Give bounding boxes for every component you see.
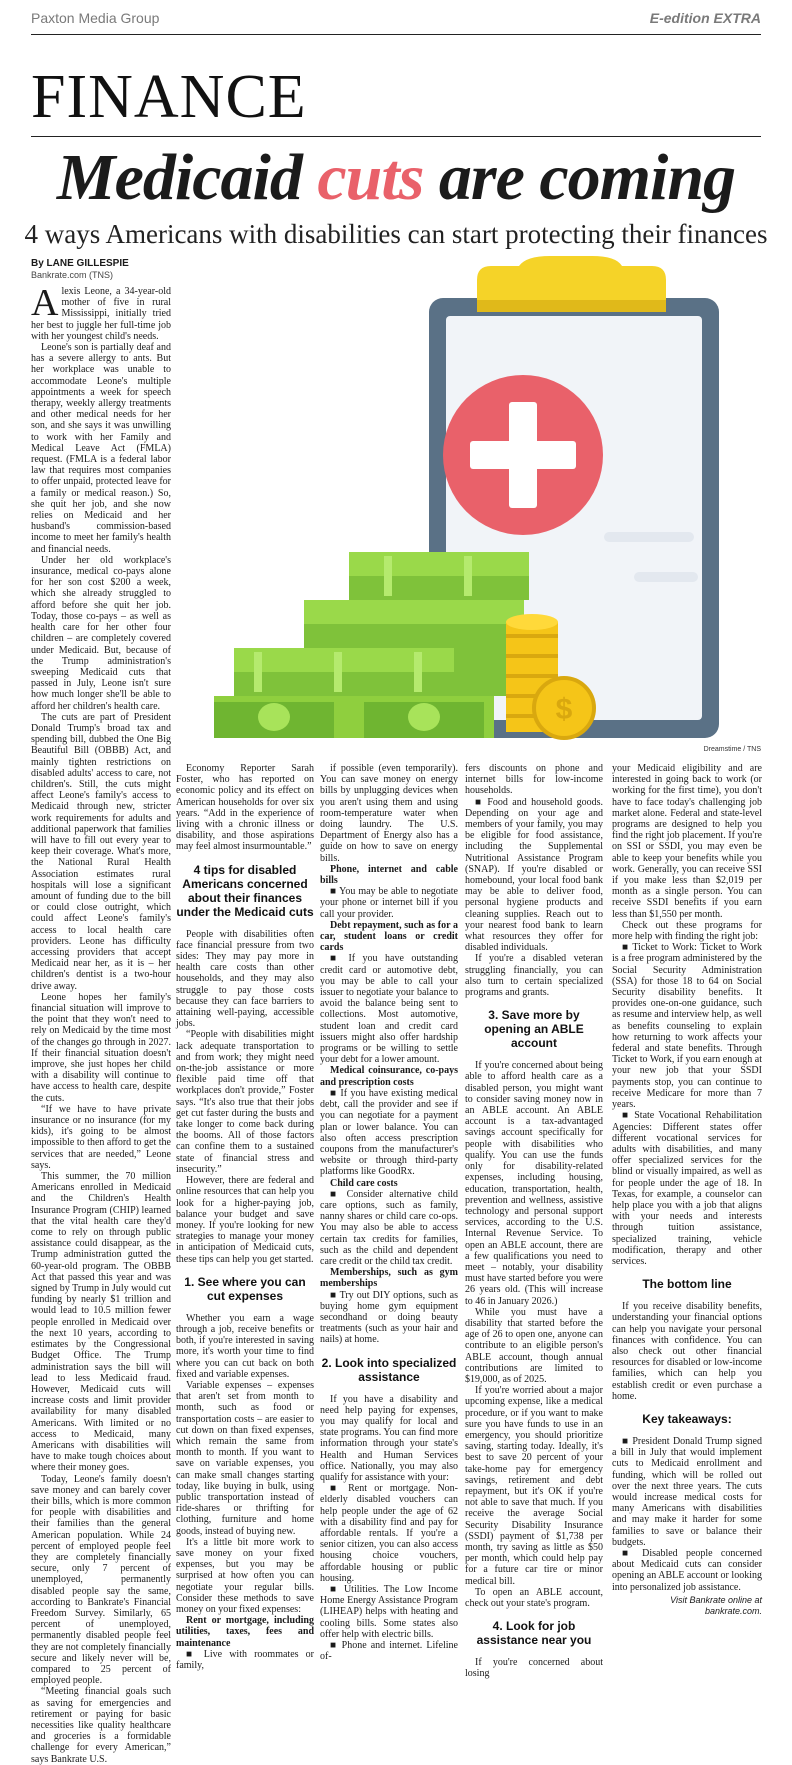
body-paragraph: If you have a disability and need help paying for expenses, you may qualify for local and state programs. You can find more information through your state's Health and Human Services office. Nationally, you may also qualify for assistance with your: [320, 1393, 458, 1483]
masthead-rule [31, 34, 761, 35]
clip-shadow [477, 300, 666, 312]
article-column-2 [176, 763, 314, 1672]
body-paragraph: Whether you earn a wage through a job, receive benefits or both, if you're interested in saving more, it's worth your time to find where you can cut back on both fixed and variable expenses. [176, 1312, 314, 1380]
body-paragraph: ■ Disabled people concerned about Medicaid cuts can consider opening an ABLE account or looking into personalized job assistance. [612, 1548, 762, 1593]
drop-cap: A [31, 282, 59, 324]
body-paragraph: “People with disabilities might lack adequate transportation to and from work; they might need on-the-job assistance or more flexible paid time off that workplaces don't provide,” Foster says. “It's also true that their jobs get cut faster during the busts and take longer to come back during the booms. All of those factors can confine them to a sustained state of financial stress and insecurity.” [176, 1029, 314, 1175]
category-heading: Debt repayment, such as for a car, student loans or credit cards [320, 919, 458, 954]
body-paragraph: ■ You may be able to negotiate your phone or internet bill if you call your provider. [320, 886, 458, 920]
body-paragraph: ■ President Donald Trump signed a bill in July that would implement cuts to Medicaid enrollment and funding, which will be rolled out over the next three years. The cuts would increase medical costs for many Americans with disabilities and may make it harder for some families to save or balance their budgets. [612, 1435, 762, 1548]
subhead-able-account: 3. Save more by opening an ABLE account [484, 1008, 584, 1051]
body-paragraph: If you're concerned about being able to afford health care as a disabled person, you might want to consider saving money now in an ABLE account. An ABLE account is a tax-advantaged savings account specifically for people with disabilities who qualify. You can use the funds only for disability-related expenses, including housing, education, transportation, health, prevention and wellness, assistive technology and personal support services, according to the U.S. Internal Revenue Service. To open an ABLE account, there are a few qualifications you need to meet – notably, your disability must have started before you were 26 years old. (This will increase to 46 in January 2026.) [465, 1060, 603, 1307]
body-paragraph: “If we have to have private insurance or no insurance (for my kids), it's going to be almost impossible to then afford to get the services that are needed,” Leone says. [31, 1103, 171, 1171]
subheadline: 4 ways Americans with disabilities can start protecting their finances [24, 219, 768, 249]
section-title: FINANCE [31, 63, 307, 131]
body-paragraph: ■ State Vocational Rehabilitation Agencies: Different states offer different vocational services for adults with disabilities, and many offer specialized services for the blind or visually impaired, as well as for people under the age of 18. In Texas, for example, a counselor can help place you with a job that aligns with your needs and interests through tuition assistance, specialized training, vehicle modification, therapy and other services. [612, 1110, 762, 1267]
body-paragraph: This summer, the 70 million Americans enrolled in Medicaid and the Children's Health Insurance Program (CHIP) learned that the vital health care they'd come to rely on through public assistance could disappear, as the Trump administration gutted the 60-year-old program. The OBBB Act that passed this year and was signed by Trump in July would cut funding by nearly $1 trillion and would lead to 10.5 million fewer people enrolled in Medicaid over the next 10 years, according to estimates by the Congressional Budget Office. The Trump administration says the bill will lead to less Medicaid fraud. However, Medicaid cuts will increase costs and limit provider availability for many disabled Americans. With limited or no access to Medicaid, many Americans with disabilities will have to make tough choices about where their money goes. [31, 1171, 171, 1474]
edition-label: E-edition EXTRA [649, 10, 761, 26]
subhead-bottom-line: The bottom line [642, 1277, 732, 1292]
body-paragraph: Economy Reporter Sarah Foster, who has reported on economic policy and its effect on American households for over six years. “Add in the experience of living with a chronic illness or disability, and those aspirations may feel almost insurmountable.” [176, 763, 314, 853]
subhead-cut-expenses: 1. See where you can cut expenses [184, 1274, 306, 1303]
byline-source: Bankrate.com (TNS) [31, 270, 114, 280]
subhead-specialized-assistance: 2. Look into specialized assistance [321, 1355, 457, 1384]
lead-paragraph: Alexis Leone, a 34-year-old mother of five in rural Mississippi, initially tried her best to juggle her full-time job with her youngest child's needs. [31, 282, 171, 342]
body-paragraph: your Medicaid eligibility and are interested in going back to work (or working for the first time), you don't have to face today's challenging job market alone. Federal and state-level programs are designed to help you find the right job placement. If you're on SSI or SSDI, you may even be able to keep your benefits while you work. Generally, you can receive SSI if you make less than $2,019 per month as a single person. You can receive SSDI benefits if you earn less than $1,550 per month. [612, 763, 762, 920]
body-paragraph: Variable expenses – expenses that aren't set from month to month, such as food or transportation costs – are easier to cut down on than fixed expenses, which remain the same from month to month. If you want to save on variable expenses, you can make small changes starting today, like buying in bulk, using public transportation instead of ride-shares or thrifting for clothing, furniture and home goods, instead of buying new. [176, 1379, 314, 1537]
subhead-key-takeaways: Key takeaways: [642, 1411, 732, 1426]
body-paragraph: ■ Phone and internet. Lifeline of- [320, 1640, 458, 1663]
headline-accent: cuts [317, 141, 424, 214]
body-paragraph: However, there are federal and online resources that can help you look for a higher-paying job, balance your budget and save money. If you're looking for new strategies to manage your money in anticipation of Medicaid cuts, these tips can help you get started. [176, 1175, 314, 1265]
category-heading: Rent or mortgage, including utilities, taxes, fees and maintenance [176, 1615, 314, 1649]
publisher-name: Paxton Media Group [31, 10, 160, 26]
category-heading: Medical coinsurance, co-pays and prescription costs [320, 1065, 458, 1088]
body-paragraph: ■ Live with roommates or family, [176, 1648, 314, 1672]
body-paragraph: People with disabilities often face financial pressure from two sides: They may pay more in health care costs than other households, and they may also struggle to pay those costs because they can face barriers to attaining well-paying, accessible jobs. [176, 928, 314, 1030]
headline [0, 140, 792, 216]
body-paragraph: ■ If you have outstanding credit card or automotive debt, you may be able to call your issuer to negotiate your balance to avoid the balance being sent to collections. Most automotive, student loan and credit card issuers might also offer hardship programs or be willing to settle your debt for a lower amount. [320, 953, 458, 1066]
bankrate-tagline: Visit Bankrate online at bankrate.com. [670, 1594, 762, 1617]
body-paragraph: Under her old workplace's insurance, medical co-pays alone for her son cost $200 a week, which she already struggled to afford before she quit her job. Today, those co-pays – as well as health care for her other four children – are completely covered under Medicaid. But, because of the Trump administration's sweeping Medicaid cuts that passed in July, Leone isn't sure how much longer she'll be able to afford her children's health care. [31, 554, 171, 712]
body-paragraph: “Meeting financial goals such as saving for emergencies and retirement or paying for basic necessities like quality healthcare and groceries is a formidable challenge for every American,” says Bankrate U.S. [31, 1686, 171, 1765]
byline: By LANE GILLESPIE [31, 258, 129, 269]
subhead-job-assistance: 4. Look for job assistance near you [476, 1619, 592, 1648]
body-paragraph: While you must have a disability that started before the age of 26 to open one, anyone can contribute to an eligible person's ABLE account, though annual contributions are limited to $19,000, as of 2025. [465, 1306, 603, 1385]
paper-line [634, 572, 698, 582]
body-paragraph: ■ Try out DIY options, such as buying home gym equipment secondhand or doing beauty treatments (such as your hair and nails) at home. [320, 1289, 458, 1346]
category-heading: Memberships, such as gym memberships [320, 1267, 458, 1290]
body-paragraph: ■ Ticket to Work: Ticket to Work is a free program administered by the Social Security Administration (SSA) for those 18 to 64 on Social Security disability benefits. It provides one-on-one guidance, such as resume and interview help, as well as benefits counseling to explain how returning to work affects your federal and state benefits. Through Ticket to Work, if you earn enough at your new job that your SSDI payments stop, you can continue to receive Medicare for more than 7 years. [612, 942, 762, 1111]
section-rule [31, 136, 761, 137]
money-stacks [214, 552, 529, 738]
cross-horizontal [470, 441, 576, 469]
subhead-tips: 4 tips for disabled Americans concerned about their finances under the Medicaid cuts [176, 862, 314, 919]
paper-line [604, 532, 694, 542]
category-heading: Child care costs [330, 1177, 398, 1189]
body-paragraph: To open an ABLE account, check out your state's program. [465, 1586, 603, 1610]
body-paragraph: Leone hopes her family's financial situation will improve to the point that they won't need to rely on Medicaid by the time most of the changes go through in 2027. If their financial situation doesn't improve, she just hopes her child with a disability will continue to have access to health care, despite the cuts. [31, 991, 171, 1104]
medical-finance-illustration [214, 262, 762, 738]
body-paragraph: if possible (even temporarily). You can save money on energy bills by unplugging devices when you aren't using them and using room-temperature water when doing laundry. The U.S. Department of Energy also has a guide on how to save on energy bills. [320, 763, 458, 864]
body-paragraph: If you're concerned about losing [465, 1657, 603, 1680]
body-paragraph: Leone's son is partially deaf and has a severe allergy to ants. But her workplace was unable to accommodate Leone's multiple appointments a week for speech therapy, weekly allergy treatments and other medical needs for her son, and she says it was unwilling to work with her Family and Medical Leave Act (FMLA) request. (FMLA is a federal labor law that requires most companies to offer unpaid, protected leave for a family or medical reason.) So, she quit her job, and she now relies on Medicaid and her husband's commission-based income to meet her family's health and financial needs. [31, 342, 171, 555]
body-paragraph: Today, Leone's family doesn't save money and can barely cover their bills, which is more common for people with disabilities and their families than the general American population. While 24 percent of employed people feel they are completely financially secure, only 7 percent of unemployed, permanently disabled people say the same, according to Bankrate's Financial Freedom Survey. Similarly, 65 percent of unemployed, permanently disabled people feel they are not completely financially secure and likely never will be, compared to 25 percent of employed people. [31, 1473, 171, 1687]
body-paragraph: ■ Consider alternative child care options, such as family, nanny shares or child care co-ops. You may also be able to access certain tax credits for families, such as the child and dependent care credit or the child tax credit. [320, 1188, 458, 1267]
body-paragraph: If you're worried about a major upcoming expense, like a medical procedure, or if you want to make sure you have funds to use in an emergency, you should prioritize saving, starting today. Ideally, it's best to save 20 percent of your take-home pay for emergency savings, retirement and debt repayment, but it's OK if you're not able to save that much. If you receive the average Social Security Disability Insurance (SSDI) payment of $1,738 per month, try saving as little as $50 per month, which could help pay for a future car tire or minor medical bill. [465, 1385, 603, 1587]
article-column-5 [612, 763, 762, 1617]
photo-credit: Dreamstime / TNS [703, 746, 761, 753]
article-column-3 [320, 763, 458, 1663]
headline-pre: Medicaid [56, 141, 318, 214]
article-column-1 [31, 282, 171, 1765]
body-paragraph: If you're a disabled veteran struggling financially, you can also turn to certain specialized programs and grants. [465, 953, 603, 999]
body-paragraph: ■ Utilities. The Low Income Home Energy Assistance Program (LIHEAP) helps with heating and cooling bills. Some states also offer help with electric bills. [320, 1584, 458, 1640]
body-paragraph: ■ Food and household goods. Depending on your age and members of your family, you may be eligible for food assistance, including the Supplemental Nutritional Assistance Program (SNAP). If you're disabled or homebound, your local food bank may be able to deliver food, personal hygiene products and cleaning supplies. Reach out to your nearest food bank to learn what resources they offer for disabled individuals. [465, 796, 603, 954]
headline-post: are coming [423, 141, 736, 214]
category-heading: Phone, internet and cable bills [320, 863, 458, 887]
body-paragraph: fers discounts on phone and internet bills for low-income households. [465, 763, 603, 797]
body-paragraph: It's a little bit more work to save money on your fixed expenses, but you may be surprised at how often you can negotiate your regular bills. Consider these methods to save money on your fixed expenses: [176, 1536, 314, 1615]
body-paragraph: If you receive disability benefits, understanding your financial options can help you navigate your personal finances with confidence. You can also check out other financial resources for disabled or low-income families, which can help you establish credit or even purchase a home. [612, 1301, 762, 1402]
article-column-4 [465, 763, 603, 1680]
body-paragraph: The cuts are part of President Donald Trump's broad tax and spending bill, dubbed the One Big Beautiful Bill (OBBB) Act, and mainly tighten restrictions on disabled adults' access to care, not children's. Still, the cuts might affect Leone's family's access to Medicaid through new, stricter work requirements for adults and additional paperwork that families will have to fill out every year to keep their coverage. What's more, the National Rural Health Association estimates rural hospitals will lose a significant amount of funding due to the bill or could close outright, which could affect Leone's family's access to local health care providers. Leone has difficulty accessing providers that accept Medicaid near her, as it is – her children's dentist is a two-hour drive away. [31, 711, 171, 992]
body-paragraph: ■ If you have existing medical debt, call the provider and see if you can negotiate for a payment plan or lower balance. You can also often access prescription coupons from the manufacturer's website or through third-party platforms like GoodRx. [320, 1087, 458, 1178]
body-paragraph: ■ Rent or mortgage. Non-elderly disabled vouchers can help people under the age of 62 with a disability find and pay for affordable rentals. If you're a senior citizen, you can also access housing choice vouchers, affordable housing or public housing. [320, 1483, 458, 1584]
body-paragraph: Check out these programs for more help with finding the right job: [612, 919, 762, 943]
dollar-coin-symbol: $ [555, 693, 573, 726]
